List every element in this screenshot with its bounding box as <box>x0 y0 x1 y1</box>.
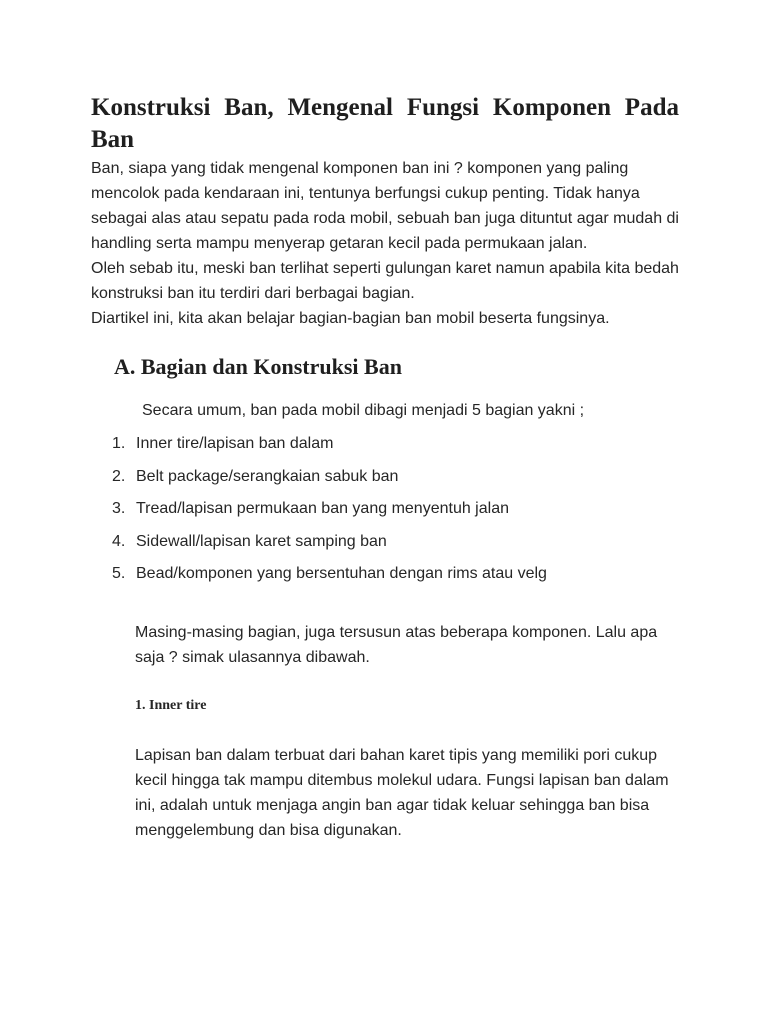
list-item-number: 3. <box>112 500 126 518</box>
document-title: Konstruksi Ban, Mengenal Fungsi Komponen Pada Ban <box>91 94 679 153</box>
intro-paragraph-2: Oleh sebab itu, meski ban terlihat seperti gulungan karet namun apabila kita bedah konstruksi ban itu terdiri dari berbagai bagian. <box>91 260 679 302</box>
list-item <box>112 529 672 562</box>
list-item-text: Sidewall/lapisan karet samping ban <box>136 532 387 550</box>
intro-paragraph-1: Ban, siapa yang tidak mengenal komponen ban ini ? komponen yang paling mencolok pada kendaraan ini, tentunya berfungsi cukup penting. Tidak hanya sebagai alas atau sepatu pada roda mobil, sebuah ban juga dituntut agar mudah di handling serta mampu menyerap getaran kecil pada permukaan jalan. <box>91 160 679 252</box>
list-item-number: 5. <box>112 565 126 583</box>
intro-text <box>91 156 691 331</box>
inner-tire-heading: 1. Inner tire <box>135 698 207 713</box>
list-item-number: 2. <box>112 467 126 485</box>
list-item <box>112 561 672 594</box>
inner-tire-paragraph: Lapisan ban dalam terbuat dari bahan karet tipis yang memiliki pori cukup kecil hingga tak mampu ditembus molekul udara. Fungsi lapisan ban dalam ini, adalah untuk menjaga angin ban agar tidak keluar sehingga ban bisa menggelembung dan bisa digunakan. <box>135 747 669 839</box>
list-item <box>112 464 672 497</box>
list-item-number: 1. <box>112 435 126 452</box>
list-item <box>112 431 672 464</box>
followup-paragraph: Masing-masing bagian, juga tersusun atas beberapa komponen. Lalu apa saja ? simak ulasannya dibawah. <box>135 624 658 666</box>
section-heading-a: A. Bagian dan Konstruksi Ban <box>114 354 402 379</box>
list-item <box>112 496 672 529</box>
tire-parts-list <box>112 431 672 594</box>
list-item-text: Belt package/serangkaian sabuk ban <box>136 467 399 485</box>
section-lead-text: Secara umum, ban pada mobil dibagi menjadi 5 bagian yakni ; <box>142 402 585 419</box>
list-item-text: Inner tire/lapisan ban dalam <box>136 435 334 452</box>
list-item-number: 4. <box>112 532 126 550</box>
intro-paragraph-3: Diartikel ini, kita akan belajar bagian-bagian ban mobil beserta fungsinya. <box>91 310 610 327</box>
list-item-text: Bead/komponen yang bersentuhan dengan rims atau velg <box>136 565 547 583</box>
list-item-text: Tread/lapisan permukaan ban yang menyentuh jalan <box>136 500 509 518</box>
